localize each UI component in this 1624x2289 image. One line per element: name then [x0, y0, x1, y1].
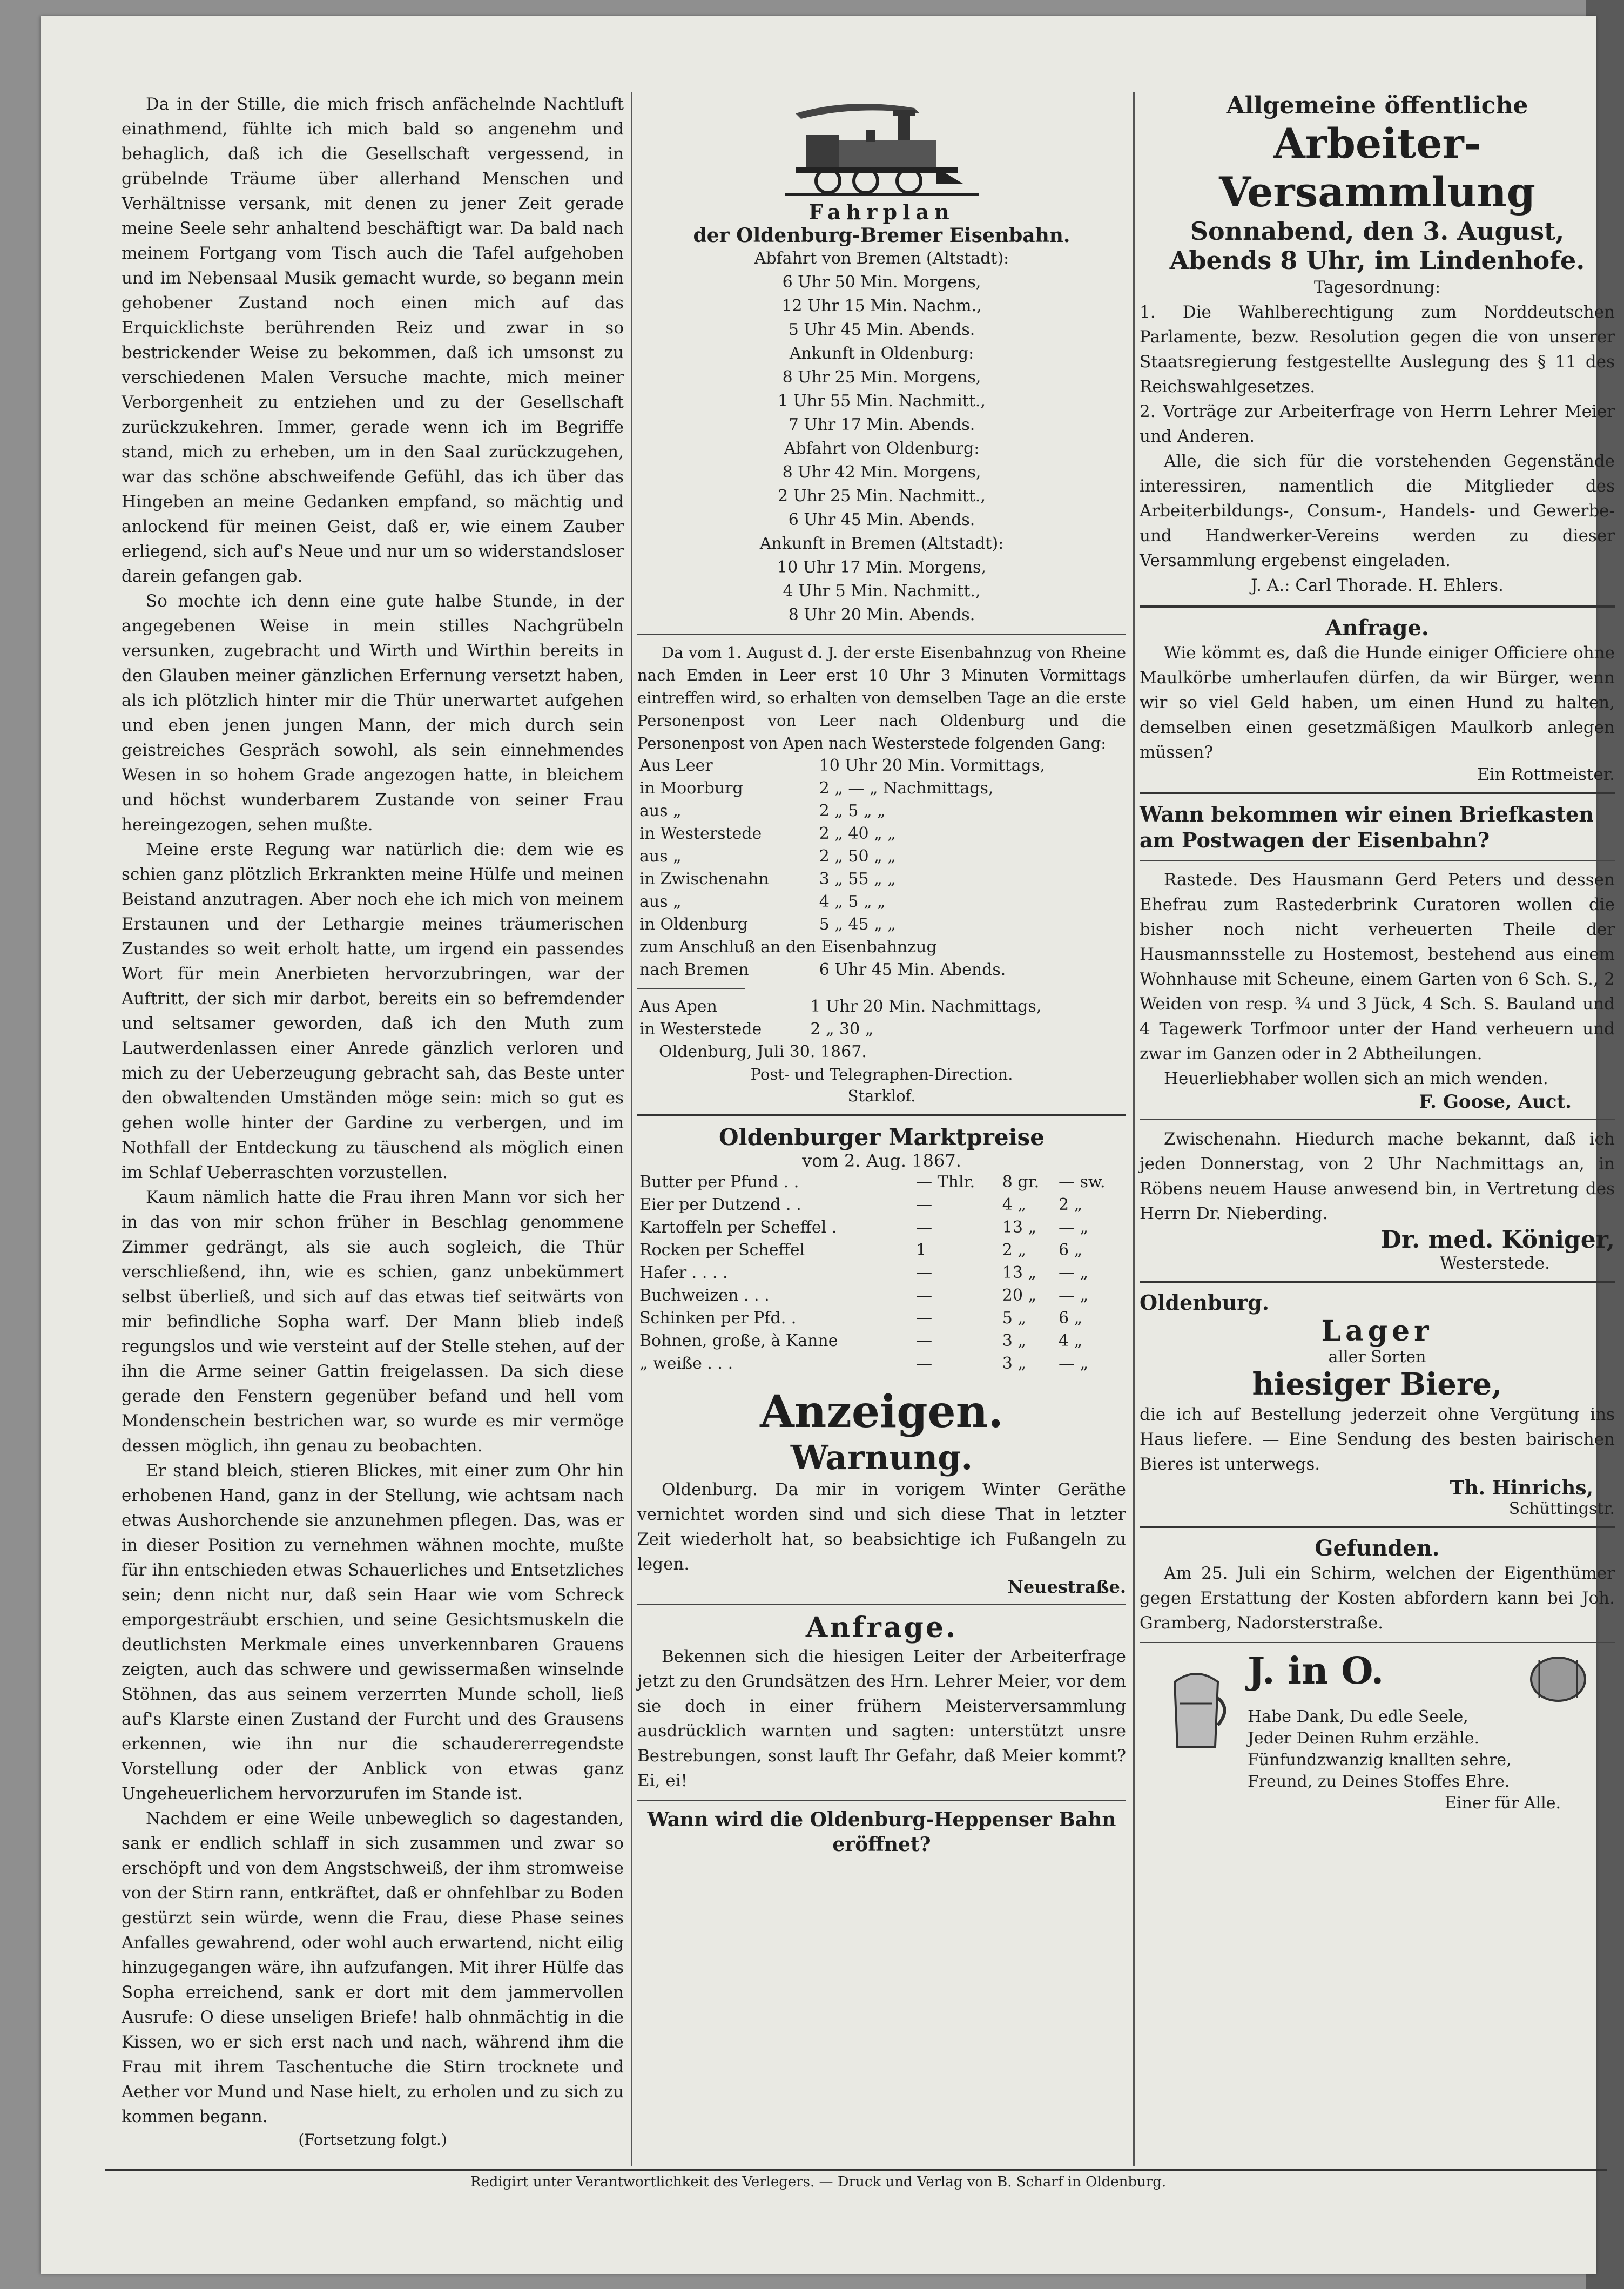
schedule-heading: Abfahrt von Bremen (Altstadt): — [754, 249, 1009, 268]
locomotive-icon — [785, 92, 979, 200]
heppens-question: Wann wird die Oldenburg-Heppenser Bahn eröffnet? — [647, 1808, 1116, 1856]
divider — [637, 1800, 1126, 1801]
post-signature-name: Starklof. — [847, 1087, 916, 1105]
poem-line: Freund, zu Deines Stoffes Ehre. — [1248, 1772, 1510, 1791]
column-middle — [637, 92, 1126, 1857]
table-cell: 6 Uhr 45 Min. Abends. — [819, 960, 1006, 979]
table-row — [637, 1262, 1126, 1284]
schedule-time: 1 Uhr 55 Min. Nachmitt., — [777, 392, 986, 410]
continued-note: (Fortsetzung folgt.) — [298, 2131, 447, 2149]
meeting-title: Arbeiter-Versammlung — [1219, 119, 1535, 216]
table-cell: in Moorburg — [639, 779, 743, 798]
table-row — [637, 845, 1126, 868]
table-cell: in Westerstede — [639, 1020, 762, 1039]
lager-subtitle: aller Sorten — [1328, 1348, 1426, 1366]
table-cell: 13 „ — [1002, 1263, 1037, 1282]
agenda-item: 1. Die Wahlberechtigung zum Norddeutschen Parlamente, bezw. Resolution gegen die von unserer Staatsregierung festgestellte Auslegung des § 11 des Reichswahlgesetzes. — [1140, 302, 1615, 396]
table-row — [637, 1352, 1126, 1375]
agenda-item: 2. Vorträge zur Arbeiterfrage von Herrn Lehrer Meier und Anderen. — [1140, 402, 1615, 446]
story-paragraph: Meine erste Regung war natürlich die: dem wie es schien ganz plötzlich Erkrankten meine Hülfe und meinen Beistand anzutragen. Aber noch ehe ich mich von meinem Erstaunen und der Lethargie meines träumerischen Zustandes so weit erholt hatte, um irgend ein passendes Wort für mein Anerbieten hervorzubringen, war der Auftritt, der sich mir darbot, bereits ein so befremdender und seltsamer geworden, daß ich den Muth zum Lautwerdenlassen einer Anrede gänzlich verloren und mich zu der Ueberzeugung gebracht sah, das Beste unter den obwaltenden Umständen möge sein: mich so gut es gehen wolle hinter der Gardine zu verbergen, und im Nothfall der Entdeckung zu täuschend als möglich einen im Schlaf Ueberraschten vorzustellen. — [122, 840, 624, 1182]
table-cell: aus „ — [639, 847, 682, 866]
divider — [1140, 860, 1615, 861]
table-cell: 4 „ — [1002, 1195, 1026, 1214]
schedule-time: 7 Uhr 17 Min. Abends. — [788, 415, 975, 434]
table-cell: Aus Leer — [639, 756, 713, 775]
divider — [1140, 1119, 1615, 1120]
schedule-heading: Ankunft in Oldenburg: — [789, 344, 974, 363]
post-table — [637, 755, 1126, 981]
divider — [1140, 1642, 1615, 1643]
table-cell: Hafer . . . . — [639, 1263, 728, 1282]
table-row — [637, 1171, 1126, 1194]
table-cell: 3 „ — [1002, 1354, 1026, 1373]
table-cell: — — [916, 1309, 933, 1328]
table-cell: — sw. — [1058, 1173, 1106, 1191]
table-row — [637, 913, 1126, 936]
zwischenahn-signature: Dr. med. Königer, — [1380, 1226, 1615, 1254]
schedule-time: 4 Uhr 5 Min. Nachmitt., — [783, 582, 981, 601]
lager-text: die ich auf Bestellung jederzeit ohne Vergütung ins Haus liefere. — Eine Sendung des besten bairischen Bieres ist unterwegs. — [1140, 1405, 1615, 1474]
schedule-time: 5 Uhr 45 Min. Abends. — [788, 320, 975, 339]
poem-line: Jeder Deinen Ruhm erzähle. — [1248, 1729, 1480, 1748]
table-row — [637, 936, 1126, 959]
table-cell: — „ — [1058, 1263, 1089, 1282]
poem-signature: Einer für Alle. — [1445, 1794, 1561, 1813]
meeting-line1: Allgemeine öffentliche — [1226, 92, 1528, 119]
table-cell: „ weiße . . . — [639, 1354, 733, 1373]
anfrage2-text: Wie kömmt es, daß die Hunde einiger Officiere ohne Maulkörbe umherlaufen dürfen, da wir Bürger, wenn wir so viel Geld haben, um einen Hund zu halten, demselben einen gesetzmäßigen Maulkorb anlegen müssen? — [1140, 643, 1615, 762]
beer-mug-icon — [1167, 1666, 1226, 1752]
table-row — [637, 755, 1126, 777]
rastede-signature: F. Goose, Auct. — [1419, 1091, 1572, 1113]
divider — [637, 988, 745, 989]
rastede-text: Rastede. Des Hausmann Gerd Peters und dessen Ehefrau zum Rastederbrink Curatoren wollen die bisher noch nicht verheuerten Theile der Hausmannsstelle zu Hostemost, bestehend aus einem Wohnhause mit Scheune, einem Garten von 6 Sch. S., 2 Weiden von resp. ¾ und 3 Jück, 4 Sch. S. Bauland und 4 Tagewerk Torfmoor unter der Hand verheuern und zwar im Ganzen oder in 2 Abtheilungen. — [1140, 870, 1615, 1063]
table-cell: aus „ — [639, 892, 682, 911]
table-row — [637, 959, 1126, 981]
table-row — [637, 1239, 1126, 1262]
briefkasten-question: Wann bekommen wir einen Briefkasten am Postwagen der Eisenbahn? — [1140, 802, 1594, 852]
table-cell: 2 „ 40 „ „ — [819, 824, 896, 843]
story-paragraph: Er stand bleich, stieren Blickes, mit einer zum Ohr hin erhobenen Hand, ganz in der Stellung, wie achtsam nach etwas Aushorchende sie anzunehmen pflegen. Das, was er in dieser Position zu vernehmen wähnen mochte, mußte für ihn entschieden etwas Schauerliches und Entsetzliches sein; denn nicht nur, daß sein Haar wie vom Schreck emporgesträubt erschien, und seine Gesichtsmuskeln die deutlichsten Merkmale eines unverkennbaren Grauens zeigten, auch das schwere und gewissermaßen winselnde Stöhnen, das aus seinem verzerrten Munde scholl, ließ auf's Klarste einen Zustand der Furcht und des Grausens erkennen, wie ihn nur die schaudererregendste Vorstellung oder der Anblick von etwas ganz Ungeheuerlichem hervorzurufen im Stande ist. — [122, 1461, 624, 1803]
table-cell: in Oldenburg — [639, 915, 748, 934]
table-cell: — „ — [1058, 1354, 1089, 1373]
table-cell: in Westerstede — [639, 824, 762, 843]
table-cell: — — [916, 1354, 933, 1373]
schedule-time: 2 Uhr 25 Min. Nachmitt., — [777, 487, 986, 506]
table-cell: 3 „ 55 „ „ — [819, 870, 896, 888]
divider — [1140, 605, 1615, 608]
meeting-signature: J. A.: Carl Thorade. H. Ehlers. — [1251, 576, 1504, 595]
table-cell: — — [916, 1286, 933, 1305]
table-cell: — — [916, 1195, 933, 1214]
fahrplan-title: Fahrplan — [808, 200, 955, 224]
lager-place: Oldenburg. — [1140, 1290, 1269, 1315]
table-row — [637, 777, 1126, 800]
table-row — [637, 1330, 1126, 1352]
schedule-heading: Ankunft in Bremen (Altstadt): — [759, 534, 1004, 553]
column-serial-story — [122, 92, 624, 2151]
schedule-heading: Abfahrt von Oldenburg: — [784, 439, 980, 458]
table-cell: 6 „ — [1058, 1241, 1083, 1260]
lager-street: Schüttingstr. — [1508, 1499, 1615, 1518]
table-cell: 2 „ — [1002, 1241, 1026, 1260]
divider — [637, 1114, 1126, 1116]
jo-ad — [1140, 1650, 1615, 1812]
schedule-time: 8 Uhr 25 Min. Morgens, — [782, 368, 981, 387]
post-signature: Post- und Telegraphen-Direction. — [750, 1065, 1013, 1083]
poem — [1248, 1706, 1561, 1814]
rastede-text2: Heuerliebhaber wollen sich an mich wenden. — [1164, 1069, 1548, 1088]
train-schedule — [637, 247, 1126, 627]
zwischenahn-place: Westerstede. — [1440, 1254, 1550, 1273]
gefunden-text: Am 25. Juli ein Schirm, welchen der Eigenthümer gegen Erstattung der Kosten abfordern kann bei Joh. Gramberg, Nadorsterstraße. — [1140, 1564, 1615, 1633]
table-cell: Butter per Pfund . . — [639, 1173, 799, 1191]
table-row — [637, 823, 1126, 845]
story-paragraph: Nachdem er eine Weile unbeweglich so dagestanden, sank er endlich schlaff in sich zusammen und zwar so erschöpft und von dem Angstschweiß, der ihm stromweise von der Stirn rann, entkräftet, daß er ohnfehlbar zu Boden gestürzt sein würde, wenn die Frau, diese Phase seines Anfalles gewahrend, oder wohl auch erwartend, nicht eilig hinzugegangen wäre, ihn aufzufangen. Mit ihrer Hülfe das Sopha erreichend, sank er dort mit dem jammervollen Ausrufe: O diese unseligen Briefe! halb ohnmächtig in die Kissen, wo er sich erst nach und nach, während ihm die Frau mit ihrem Taschentuche die Stirn trocknete und Aether vor Mund und Nase hielt, zu erholen und zu sich zu kommen begann. — [122, 1809, 624, 2126]
table-cell: Bohnen, große, à Kanne — [639, 1331, 838, 1350]
table-cell: Schinken per Pfd. . — [639, 1309, 797, 1328]
schedule-time: 6 Uhr 50 Min. Morgens, — [782, 273, 981, 292]
table-row — [637, 800, 1126, 823]
table-cell: 1 Uhr 20 Min. Nachmittags, — [810, 997, 1042, 1016]
table-cell: in Zwischenahn — [639, 870, 769, 888]
anfrage-title: Anfrage. — [805, 1611, 958, 1644]
meeting-text: Alle, die sich für die vorstehenden Gegenstände interessiren, namentlich die Mitglieder des Arbeiterbildungs-, Consum-, Handels- und Gewerbe- und Handwerker-Vereins werden zu dieser Versammlung ergebenst eingeladen. — [1140, 452, 1615, 570]
table-cell: — — [916, 1331, 933, 1350]
table-cell: 4 „ 5 „ „ — [819, 892, 886, 911]
table-cell: — Thlr. — [916, 1173, 975, 1191]
lager-signature: Th. Hinrichs, — [1450, 1477, 1593, 1499]
table-cell: 2 „ 5 „ „ — [819, 802, 886, 820]
footer-rule — [105, 2169, 1607, 2171]
schedule-time: 8 Uhr 42 Min. Morgens, — [782, 463, 981, 482]
table-cell: Rocken per Scheffel — [639, 1241, 805, 1260]
poem-line: Habe Dank, Du edle Seele, — [1248, 1707, 1468, 1726]
table-cell: Kartoffeln per Scheffel . — [639, 1218, 837, 1237]
table-row — [637, 995, 1126, 1018]
story-paragraph: So mochte ich denn eine gute halbe Stunde, in der angegebenen Weise in mein stilles Nachgrübeln versunken, zugebracht und Wirth und Wirthin bereits in den Glauben meiner gänzlichen Erfernung versetzt haben, als ich plötzlich hinter mir die Thür unerwartet aufgehen und eben jenen jungen Mann, der mich durch sein geistreiches Gespräch sowohl, als sein einnehmendes Wesen in so hohem Grade angezogen hatte, in bleichem und höchst wunderbarem Zustande von seiner Frau hereingezogen, sehen mußte. — [122, 591, 624, 834]
story-paragraph: Da in der Stille, die mich frisch anfächelnde Nachtluft einathmend, fühlte ich mich bald so angenehm und behaglich, daß ich die Gesellschaft vergessend, in grübelnde Träume über allerhand Menschen und Verhältnisse versank, mit denen zu jener Zeit gerade meine Seele sehr anhaltend beschäftigt war. Da bald nach meinem Fortgang vom Tisch auch die Tafel aufgehoben und im Nebensaal Musik gemacht wurde, so begann mein gehobener Zustand noch einen mich auf das Erquicklichste berührenden Reiz und zwar in so bestrickender Weise zu bekommen, daß ich umsonst zu verschiedenen Malen Versuche machte, mich meiner Verborgenheit zu entziehen und zu der Gesellschaft zurückzukehren. Immer, gerade wenn ich im Begriffe stand, mich zu erheben, um in den Saal zurückzugehen, war das schöne abschweifende Gefühl, das ich über das Hingeben an meine Gedanken empfand, so mächtig und anlockend für meinen Geist, daß er, wie einem Zauber erliegend, sich auf's Neue und nur um so widerstandsloser darein gefangen gab. — [122, 95, 624, 586]
post-date: Oldenburg, Juli 30. 1867. — [659, 1042, 867, 1061]
table-row — [637, 868, 1126, 891]
newspaper-page — [41, 16, 1615, 2274]
post-intro: Da vom 1. August d. J. der erste Eisenbahnzug von Rheine nach Emden in Leer erst 10 Uhr 3 Minuten Vormittags eintreffen wird, so erhalten von demselben Tage an die erste Personenpost von Leer nach Oldenburg und die Personenpost von Apen nach Westerstede folgenden Gang: — [637, 643, 1126, 752]
agenda-heading: Tagesordnung: — [1313, 278, 1441, 297]
table-cell: 5 „ — [1002, 1309, 1026, 1328]
jo-title: J. in O. — [1248, 1650, 1384, 1693]
anzeigen-heading: Anzeigen. — [760, 1386, 1003, 1438]
table-cell: 2 „ — [1058, 1195, 1083, 1214]
table-cell: — — [916, 1263, 933, 1282]
table-cell: 6 „ — [1058, 1309, 1083, 1328]
anfrage-text: Bekennen sich die hiesigen Leiter der Arbeiterfrage jetzt zu den Grundsätzen des Hrn. Lehrer Meier, vor dem sie doch in einer frühern Meisterversammlung ausdrücklich warnten und sagten: unterstützt unsre Bestrebungen, sonst lauft Ihr Gefahr, daß Meier kommt? Ei, ei! — [637, 1647, 1126, 1790]
table-row — [637, 1018, 1126, 1041]
table-cell: 1 — [916, 1241, 927, 1260]
table-row — [637, 1216, 1126, 1239]
table-cell: 2 „ — „ Nachmittags, — [819, 779, 994, 798]
market-title: Oldenburger Marktpreise — [719, 1124, 1045, 1150]
column-right — [1140, 92, 1615, 1812]
imprint-footer: Redigirt unter Verantwortlichkeit des Verlegers. — Druck und Verlag von B. Scharf in Oldenburg. — [470, 2174, 1167, 2190]
anfrage2-title: Anfrage. — [1325, 615, 1429, 641]
table-cell: 20 „ — [1002, 1286, 1037, 1305]
story-paragraph: Kaum nämlich hatte die Frau ihren Mann vor sich her in das von mir schon früher in Beschlag genommene Zimmer gedrängt, als sie auch sogleich, die Thür verschließend, ihn, wie es schien, ganz unbekümmert selbst überließ, und sich auf das etwas tief seitwärts von mir befindliche Sopha warf. Der Mann blieb indeß regungslos und wie versteint auf der Stelle stehen, auf der ihn die Arme seiner Gattin freigelassen. Da sich diese gerade den Fenstern gegenüber befand und hell vom Mondenschein bestrichen war, so wurde es mir vermöge dessen möglich, ihn genau zu beobachten. — [122, 1188, 624, 1456]
table-cell: aus „ — [639, 802, 682, 820]
schedule-time: 12 Uhr 15 Min. Nachm., — [781, 297, 982, 315]
table-cell: Aus Apen — [639, 997, 717, 1016]
table-cell: 3 „ — [1002, 1331, 1026, 1350]
table-cell: 5 „ 45 „ „ — [819, 915, 896, 934]
divider — [1140, 1281, 1615, 1283]
warnung-signature: Neuestraße. — [1007, 1577, 1126, 1597]
table-cell: — „ — [1058, 1218, 1089, 1237]
divider — [637, 1604, 1126, 1605]
fahrplan-subtitle: der Oldenburg-Bremer Eisenbahn. — [693, 224, 1070, 247]
table-cell: 8 gr. — [1002, 1173, 1040, 1191]
table-cell: — „ — [1058, 1286, 1089, 1305]
warnung-title: Warnung. — [790, 1438, 973, 1477]
post-table-apen — [637, 995, 1126, 1041]
divider — [1140, 1526, 1615, 1528]
schedule-time: 6 Uhr 45 Min. Abends. — [788, 510, 975, 529]
story-text — [122, 92, 624, 2129]
table-cell: 10 Uhr 20 Min. Vormittags, — [819, 756, 1045, 775]
poem-line: Fünfundzwanzig knallten sehre, — [1248, 1751, 1512, 1769]
market-table — [637, 1171, 1126, 1375]
table-cell: 13 „ — [1002, 1218, 1037, 1237]
table-row — [637, 1284, 1126, 1307]
table-row — [637, 1307, 1126, 1330]
lager-beer: hiesiger Biere, — [1252, 1366, 1502, 1402]
zwischenahn-text: Zwischenahn. Hiedurch mache bekannt, daß ich jeden Donnerstag, von 2 Uhr Nachmittags an, in Röbens neuem Hause anwesend bin, in Vertretung des Herrn Dr. Nieberding. — [1140, 1129, 1615, 1223]
anfrage2-signature: Ein Rottmeister. — [1477, 765, 1615, 784]
gefunden-title: Gefunden. — [1315, 1536, 1440, 1561]
divider — [637, 634, 1126, 635]
table-cell: 4 „ — [1058, 1331, 1083, 1350]
table-cell: Buchweizen . . . — [639, 1286, 770, 1305]
divider — [1140, 792, 1615, 794]
table-row — [637, 1194, 1126, 1216]
schedule-time: 8 Uhr 20 Min. Abends. — [788, 605, 975, 624]
lager-title: Lager — [1321, 1315, 1433, 1348]
market-date: vom 2. Aug. 1867. — [802, 1150, 961, 1171]
table-cell: 2 „ 50 „ „ — [819, 847, 896, 866]
table-cell: nach Bremen — [639, 960, 749, 979]
table-cell: zum Anschluß an den Eisenbahnzug — [639, 938, 937, 957]
column-divider — [1133, 92, 1135, 2166]
warnung-text: Oldenburg. Da mir in vorigem Winter Geräthe vernichtet worden sind und sich diese That in letzter Zeit wiederholt hat, so beabsichtige ich Fußangeln zu legen. — [637, 1480, 1126, 1574]
table-cell: 2 „ 30 „ — [810, 1020, 874, 1039]
meeting-time: Abends 8 Uhr, im Lindenhofe. — [1169, 246, 1585, 275]
table-row — [637, 891, 1126, 913]
column-divider — [631, 92, 632, 2166]
table-cell: — — [916, 1218, 933, 1237]
barrel-icon — [1528, 1655, 1588, 1704]
schedule-time: 10 Uhr 17 Min. Morgens, — [777, 558, 986, 577]
meeting-date: Sonnabend, den 3. August, — [1190, 217, 1565, 246]
table-cell: Eier per Dutzend . . — [639, 1195, 801, 1214]
